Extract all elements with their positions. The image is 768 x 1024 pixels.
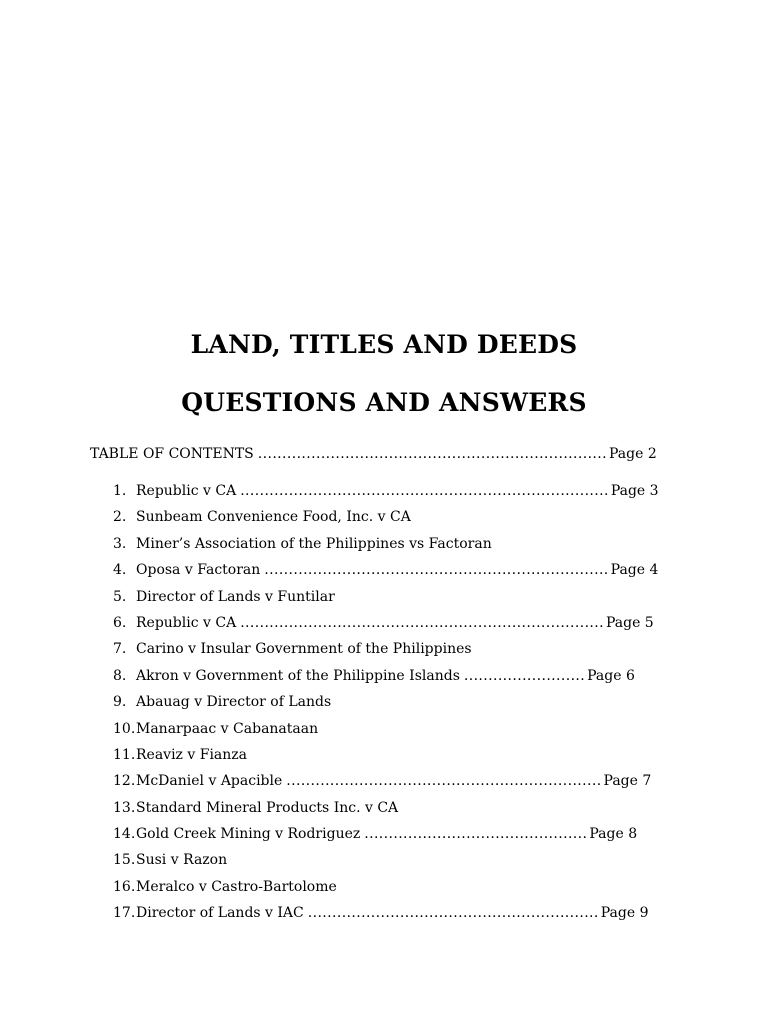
toc-entry-page: Page 9 — [600, 905, 649, 922]
toc-entry-title: Reaviz v Fianza — [136, 746, 248, 763]
toc-entry-page: Page 4 — [610, 562, 659, 579]
toc-entry-14 — [0, 824, 768, 850]
toc-entry-leader: ............................................................ — [307, 905, 599, 922]
toc-entry-11 — [0, 745, 768, 771]
toc-entry-number: 8. — [113, 667, 127, 684]
toc-entry-number: 13. — [113, 799, 136, 816]
toc-entry-title: Miner’s Association of the Philippines vs Factoran — [136, 535, 492, 552]
toc-entry-number: 10. — [113, 720, 136, 737]
toc-entry-number: 5. — [113, 588, 127, 605]
toc-entry-number: 7. — [113, 641, 127, 658]
toc-entry-number: 14. — [113, 826, 136, 843]
toc-entry-number: 15. — [113, 852, 136, 869]
toc-entry-leader: ................................................................. — [286, 773, 602, 790]
toc-entry-page: Page 3 — [610, 483, 659, 499]
toc-entry-title: Meralco v Castro-Bartolome — [136, 878, 337, 895]
toc-entry-leader: ....................................................................... — [264, 562, 609, 579]
toc-entry-number: 9. — [113, 694, 127, 711]
toc-entry-15 — [0, 850, 768, 876]
toc-entry-leader: ............................................................................ — [240, 483, 609, 499]
toc-entry-page: Page 8 — [589, 826, 638, 843]
toc-entry-number: 17. — [113, 905, 136, 922]
toc-entry-title: Director of Lands v IAC — [136, 905, 304, 922]
toc-entry-leader: ......................... — [463, 667, 586, 684]
toc-entry-title: Republic v CA — [136, 614, 237, 631]
toc-entry-title: Carino v Insular Government of the Philippines — [136, 641, 472, 658]
toc-entry-4 — [0, 560, 768, 586]
toc-entry-leader: .............................................. — [364, 826, 588, 843]
toc-entry-7 — [0, 639, 768, 665]
toc-heading-label: TABLE OF CONTENTS — [90, 446, 254, 462]
toc-entry-list — [0, 481, 768, 930]
toc-entry-number: 3. — [113, 535, 127, 552]
toc-heading-leader: ........................................................................ — [257, 446, 607, 462]
toc-entry-title: Gold Creek Mining v Rodriguez — [136, 826, 361, 843]
toc-entry-page: Page 7 — [603, 773, 652, 790]
toc-entry-3 — [0, 534, 768, 560]
toc-entry-number: 6. — [113, 614, 127, 631]
toc-entry-17 — [0, 903, 768, 929]
document-subtitle: QUESTIONS AND ANSWERS — [181, 388, 587, 417]
toc-entry-1 — [0, 481, 768, 507]
toc-entry-page: Page 6 — [587, 667, 635, 684]
toc-entry-12 — [0, 771, 768, 797]
document-title: LAND, TITLES AND DEEDS — [190, 330, 578, 359]
toc-entry-page: Page 5 — [605, 614, 654, 631]
toc-entry-title: Oposa v Factoran — [136, 562, 261, 579]
toc-entry-10 — [0, 719, 768, 745]
toc-entry-title: Republic v CA — [136, 483, 237, 499]
toc-entry-title: Manarpaac v Cabanataan — [136, 720, 319, 737]
toc-entry-6 — [0, 613, 768, 639]
toc-entry-2 — [0, 507, 768, 533]
toc-entry-number: 1. — [113, 483, 127, 499]
toc-entry-16 — [0, 877, 768, 903]
table-of-contents-heading — [90, 444, 657, 464]
toc-entry-title: Director of Lands v Funtilar — [136, 588, 335, 605]
toc-entry-5 — [0, 587, 768, 613]
toc-entry-13 — [0, 798, 768, 824]
toc-entry-8 — [0, 666, 768, 692]
toc-entry-number: 4. — [113, 562, 127, 579]
toc-entry-number: 11. — [113, 746, 136, 763]
toc-heading-page: Page 2 — [608, 446, 657, 462]
toc-entry-title: Sunbeam Convenience Food, Inc. v CA — [136, 509, 411, 526]
toc-entry-number: 2. — [113, 509, 127, 526]
toc-entry-title: Susi v Razon — [136, 852, 228, 869]
toc-entry-leader: ........................................................................... — [240, 614, 604, 631]
toc-entry-title: Standard Mineral Products Inc. v CA — [136, 799, 399, 816]
toc-entry-9 — [0, 692, 768, 718]
toc-entry-number: 12. — [113, 773, 136, 790]
toc-entry-title: Akron v Government of the Philippine Islands — [136, 667, 460, 684]
toc-entry-title: Abauag v Director of Lands — [136, 694, 332, 711]
toc-entry-title: McDaniel v Apacible — [136, 773, 283, 790]
toc-entry-number: 16. — [113, 878, 136, 895]
